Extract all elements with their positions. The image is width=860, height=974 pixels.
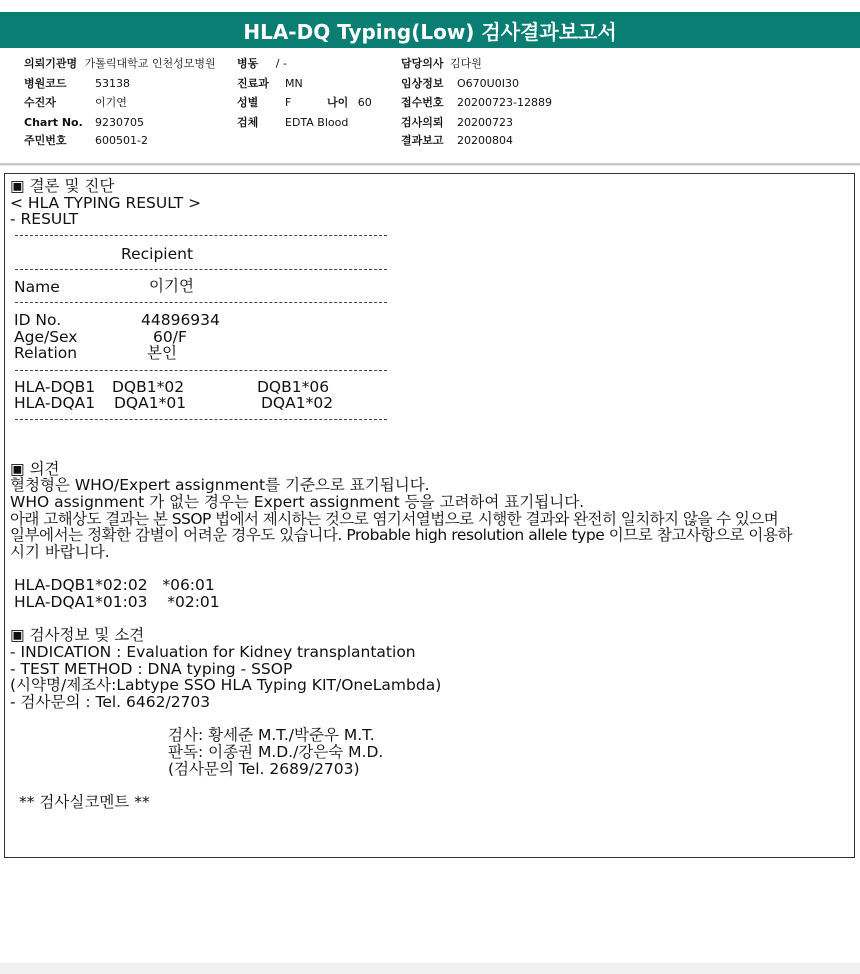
- sex-value: F: [285, 96, 292, 109]
- info-line-1: - INDICATION : Evaluation for Kidney transplantation: [10, 643, 416, 661]
- report-date-value: 20200804: [457, 134, 513, 147]
- relation-value: 본인: [147, 344, 177, 362]
- sign-line-1: 검사: 황세준 M.T./박준우 M.T.: [168, 726, 375, 744]
- sign-line-3: (검사문의 Tel. 2689/2703): [168, 760, 360, 778]
- doctor-value: 김다원: [450, 57, 482, 70]
- divider: [15, 302, 387, 303]
- info-line-4: - 검사문의 : Tel. 6462/2703: [10, 693, 211, 711]
- request-date-value: 20200723: [457, 116, 513, 129]
- opinion-line-1: 혈청형은 WHO/Expert assignment를 기준으로 표기됩니다.: [10, 476, 430, 494]
- agesex-value: 60/F: [153, 328, 187, 346]
- idno-value: 44896934: [141, 311, 220, 329]
- divider: [15, 419, 387, 420]
- relation-label: Relation: [14, 344, 78, 362]
- patient-label: 수진자: [24, 96, 56, 109]
- opinion-line-2: WHO assignment 가 없는 경우는 Expert assignment 등을 고려하여 표기됩니다.: [10, 493, 585, 511]
- divider: [15, 370, 387, 371]
- hires-dqa1: HLA-DQA1*01:03 *02:01: [14, 593, 220, 611]
- sex-row: [237, 96, 292, 109]
- reception-value: 20200723-12889: [457, 96, 552, 109]
- chart-row: [24, 116, 144, 129]
- divider: [15, 269, 387, 270]
- opinion-line-5: 시기 바랍니다.: [10, 543, 110, 561]
- sex-label: 성별: [237, 96, 259, 109]
- request-date-label: 검사의뢰: [401, 116, 444, 129]
- hires-dqb1: HLA-DQB1*02:02 *06:01: [14, 576, 215, 594]
- institution-label: 의뢰기관명: [24, 57, 78, 70]
- conclusion-heading: ▣ 결론 및 진단: [10, 177, 115, 195]
- info-line-3: (시약명/제조사:Labtype SSO HLA Typing KIT/OneLambda): [10, 676, 442, 694]
- reception-label: 접수번호: [401, 96, 444, 109]
- reception-row: [401, 96, 552, 109]
- specimen-row: [237, 116, 349, 129]
- name-label: Name: [14, 278, 60, 296]
- dept-value: MN: [285, 77, 303, 90]
- dqb1-allele-1: DQB1*02: [112, 378, 185, 396]
- clinical-info-row: [401, 77, 519, 90]
- opinion-line-3: 아래 고해상도 결과는 본 SSOP 법에서 제시하는 것으로 염기서열법으로 시행한 결과와 완전히 일치하지 않을 수 있으며: [10, 510, 779, 528]
- age-value: 60: [357, 96, 372, 109]
- opinion-heading: ▣ 의견: [10, 460, 60, 478]
- dqb1-allele-2: DQB1*06: [257, 378, 330, 396]
- request-date-row: [401, 116, 513, 129]
- result-title: < HLA TYPING RESULT >: [10, 194, 202, 212]
- hospital-code-row: [24, 77, 130, 90]
- institution-row: [24, 57, 216, 70]
- id-row: [24, 134, 148, 147]
- id-value: 600501-2: [95, 134, 148, 147]
- sign-line-2: 판독: 이종권 M.D./강은숙 M.D.: [168, 743, 384, 761]
- chart-value: 9230705: [95, 116, 144, 129]
- dept-row: [237, 77, 303, 90]
- ward-value: / -: [275, 57, 287, 70]
- dqb1-label: HLA-DQB1: [14, 378, 96, 396]
- hospital-code-value: 53138: [95, 77, 130, 90]
- id-label: 주민번호: [24, 134, 67, 147]
- patient-row: [24, 96, 127, 109]
- header-divider-shadow: [0, 165, 860, 166]
- age-row: [327, 96, 372, 109]
- result-subtitle: - RESULT: [10, 210, 79, 228]
- specimen-label: 검체: [237, 116, 259, 129]
- patient-value: 이기연: [95, 96, 127, 109]
- clinical-info-label: 임상정보: [401, 77, 444, 90]
- info-heading: ▣ 검사정보 및 소견: [10, 626, 145, 644]
- clinical-info-value: O670U0I30: [457, 77, 519, 90]
- specimen-value: EDTA Blood: [285, 116, 349, 129]
- recipient-label: Recipient: [121, 245, 194, 263]
- dqa1-allele-1: DQA1*01: [114, 394, 187, 412]
- institution-value: 가톨릭대학교 인천성모병원: [84, 57, 216, 70]
- doctor-row: [401, 57, 482, 70]
- dqa1-label: HLA-DQA1: [14, 394, 96, 412]
- age-label: 나이: [327, 96, 349, 109]
- agesex-label: Age/Sex: [14, 328, 78, 346]
- name-value: 이기연: [149, 277, 194, 295]
- ward-label: 병동: [237, 57, 259, 70]
- lab-comment: ** 검사실코멘트 **: [19, 793, 150, 811]
- hospital-code-label: 병원코드: [24, 77, 67, 90]
- dept-label: 진료과: [237, 77, 269, 90]
- bottom-scroll-strip: [0, 963, 860, 974]
- divider: [15, 235, 387, 236]
- opinion-line-4: 일부에서는 정확한 감별이 어려운 경우도 있습니다. Probable high resolution allele type 이므로 참고사항으로 이용하: [10, 526, 793, 544]
- idno-label: ID No.: [14, 311, 62, 329]
- doctor-label: 담당의사: [401, 57, 444, 70]
- report-title-bar: [0, 12, 860, 48]
- ward-row: [237, 57, 287, 70]
- chart-label: Chart No.: [24, 116, 83, 129]
- report-date-label: 결과보고: [401, 134, 444, 147]
- info-line-2: - TEST METHOD : DNA typing - SSOP: [10, 660, 293, 678]
- report-title: HLA-DQ Typing(Low) 검사결과보고서: [243, 19, 617, 44]
- report-box: [4, 173, 855, 858]
- report-date-row: [401, 134, 513, 147]
- dqa1-allele-2: DQA1*02: [261, 394, 334, 412]
